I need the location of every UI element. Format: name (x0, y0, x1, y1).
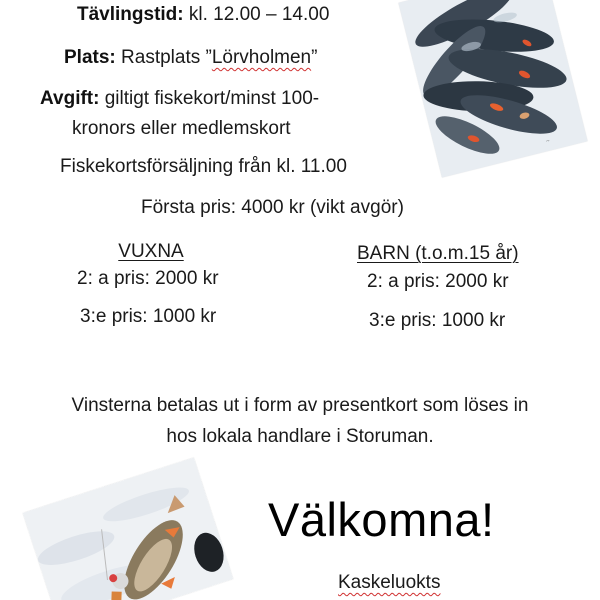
license-sale: Fiskekortsförsäljning från kl. 11.00 (60, 156, 347, 177)
children-heading-text: BARN (t.o.m.15 år) (357, 243, 519, 264)
adults-second-prize: 2: a pris: 2000 kr (77, 268, 219, 289)
adults-heading (76, 240, 226, 264)
winnings-line1: Vinsterna betalas ut i form av presentkort som löses in (71, 395, 529, 416)
competition-time-value: kl. 12.00 – 14.00 (183, 4, 330, 25)
winnings-line2: hos lokala handlare i Storuman. (166, 426, 434, 447)
place-label: Plats: (64, 47, 116, 68)
first-prize: Första pris: 4000 kr (vikt avgör) (141, 197, 404, 218)
organizer (338, 571, 440, 595)
competition-time (77, 3, 329, 27)
fee-value-line1: giltigt fiskekort/minst 100- (99, 88, 320, 109)
fish-pile-image-icon (398, 0, 587, 177)
competition-time-label: Tävlingstid: (77, 4, 184, 25)
fee (40, 87, 319, 111)
place-value-prefix: Rastplats ” (115, 47, 212, 68)
place-name: Lörvholmen (211, 47, 312, 68)
adults-heading-text: VUXNA (118, 241, 184, 262)
perch-on-ice-photo (23, 457, 234, 600)
fish-pile-photo (398, 0, 587, 177)
place (64, 46, 317, 70)
fee-continued: kronors eller medlemskort (72, 118, 291, 139)
place-value-suffix: ” (311, 47, 318, 68)
svg-text:~: ~ (545, 138, 551, 146)
fee-label: Avgift: (40, 88, 100, 109)
adults-third-prize: 3:e pris: 1000 kr (80, 306, 217, 327)
organizer-name: Kaskeluokts (338, 572, 441, 593)
children-second-prize: 2: a pris: 2000 kr (367, 271, 509, 292)
children-third-prize: 3:e pris: 1000 kr (369, 310, 506, 331)
welcome-heading: Välkomna! (268, 493, 495, 546)
perch-image-icon (23, 457, 234, 600)
children-heading (357, 242, 519, 266)
